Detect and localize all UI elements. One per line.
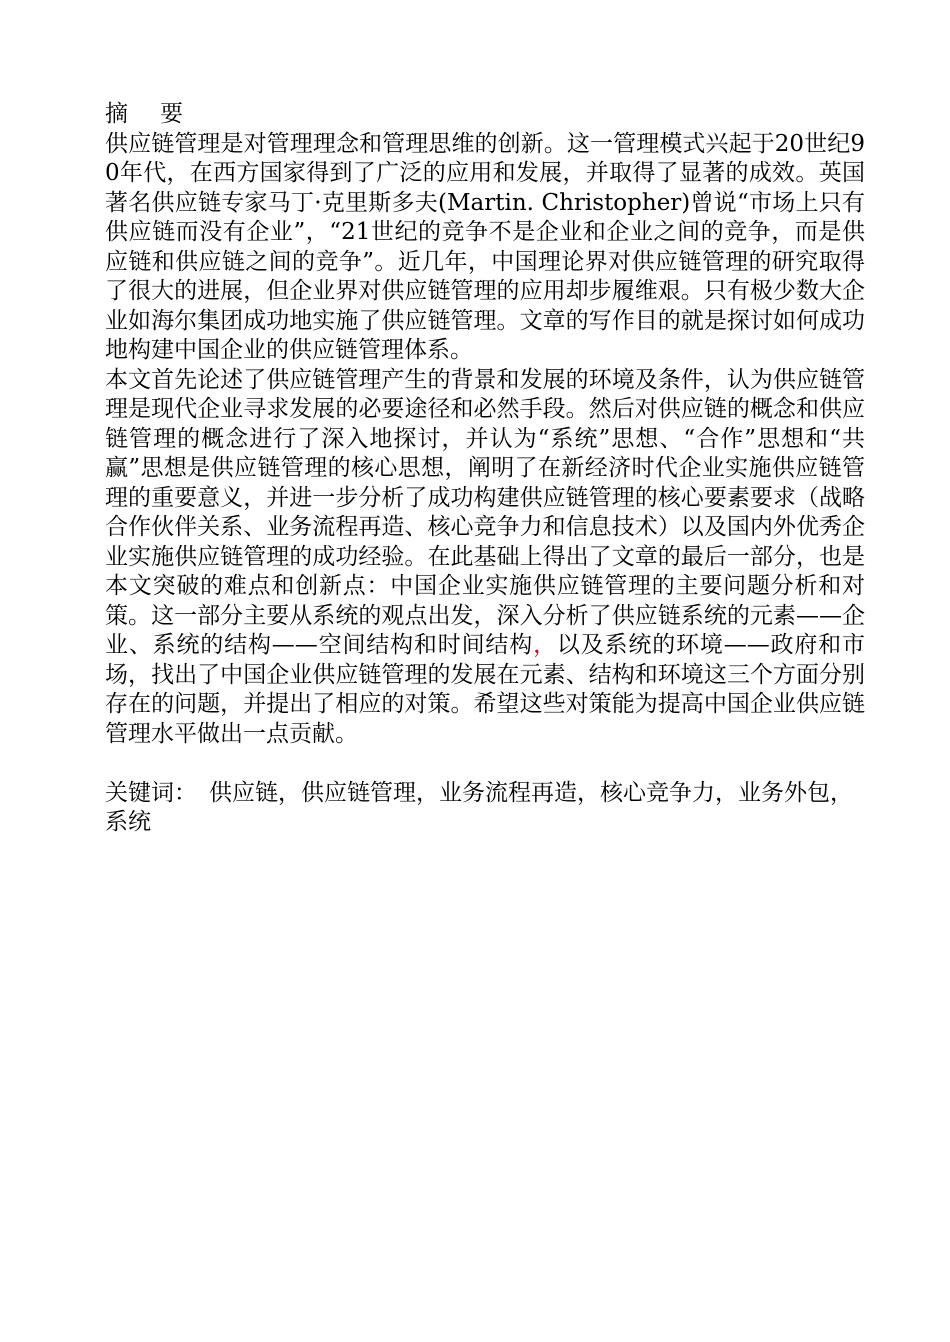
keywords-terms: 供应链，供应链管理，业务流程再造，核心竞争力，业务外包， [209,779,853,806]
abstract-paragraph-2-text-a: 本文首先论述了供应链管理产生的背景和发展的环境及条件，认为供应链管理是现代企业寻求发展的必要途径和必然手段。然后对供应链的概念和供应链管理的概念进行了深入地探讨，并认为“系统”思想、“合作”思想和“共赢”思想是供应链管理的核心思想，阐明了在新经济时代企业实施供应链管理的重要意义，并进一步分析了成功构建供应链管理的核心要素要求（战略合作伙伴关系、业务流程再造、核心竞争力和信息技术）以及国内外优秀企业实施供应链管理的成功经验。在此基础上得出了文章的最后一部分，也是本文突破的难点和创新点：中国企业实施供应链管理的主要问题分析和对策。这一部分主要从系统的观点出发，深入分析了供应链系统的元素——企业、系统的结构——空间结构和时间结构 [105,366,865,658]
abstract-section [105,100,865,838]
abstract-paragraph-1: 供应链管理是对管理理念和管理思维的创新。这一管理模式兴起于20世纪90年代，在西方国家得到了广泛的应用和发展，并取得了显著的成效。英国著名供应链专家马丁·克里斯多夫(Martin. Christopher)曾说“市场上只有供应链而没有企业”，“21世纪的竞争不是企业和企业之间的竞争，而是供应链和供应链之间的竞争”。近几年，中国理论界对供应链管理的研究取得了很大的进展，但企业界对供应链管理的应用却步履维艰。只有极少数大企业如海尔集团成功地实施了供应链管理。文章的写作目的就是探讨如何成功地构建中国企业的供应链管理体系。 [105,130,865,363]
keywords-line [105,779,865,809]
paragraph-spacer [105,749,865,779]
keywords-label: 关键词： [105,779,197,806]
abstract-heading-char-1: 摘 [105,101,130,127]
keywords-last-term: 系统 [105,809,151,835]
abstract-paragraph-2 [105,366,865,750]
abstract-heading [105,100,865,130]
abstract-heading-char-2: 要 [160,101,185,127]
highlighted-comma: ， [533,632,557,658]
abstract-paragraph-2-text-b: 以及系统的环境——政府和市场，找出了中国企业供应链管理的发展在元素、结构和环境这三个方面分别存在的问题，并提出了相应的对策。希望这些对策能为提高中国企业供应链管理水平做出一点贡献。 [105,632,866,747]
